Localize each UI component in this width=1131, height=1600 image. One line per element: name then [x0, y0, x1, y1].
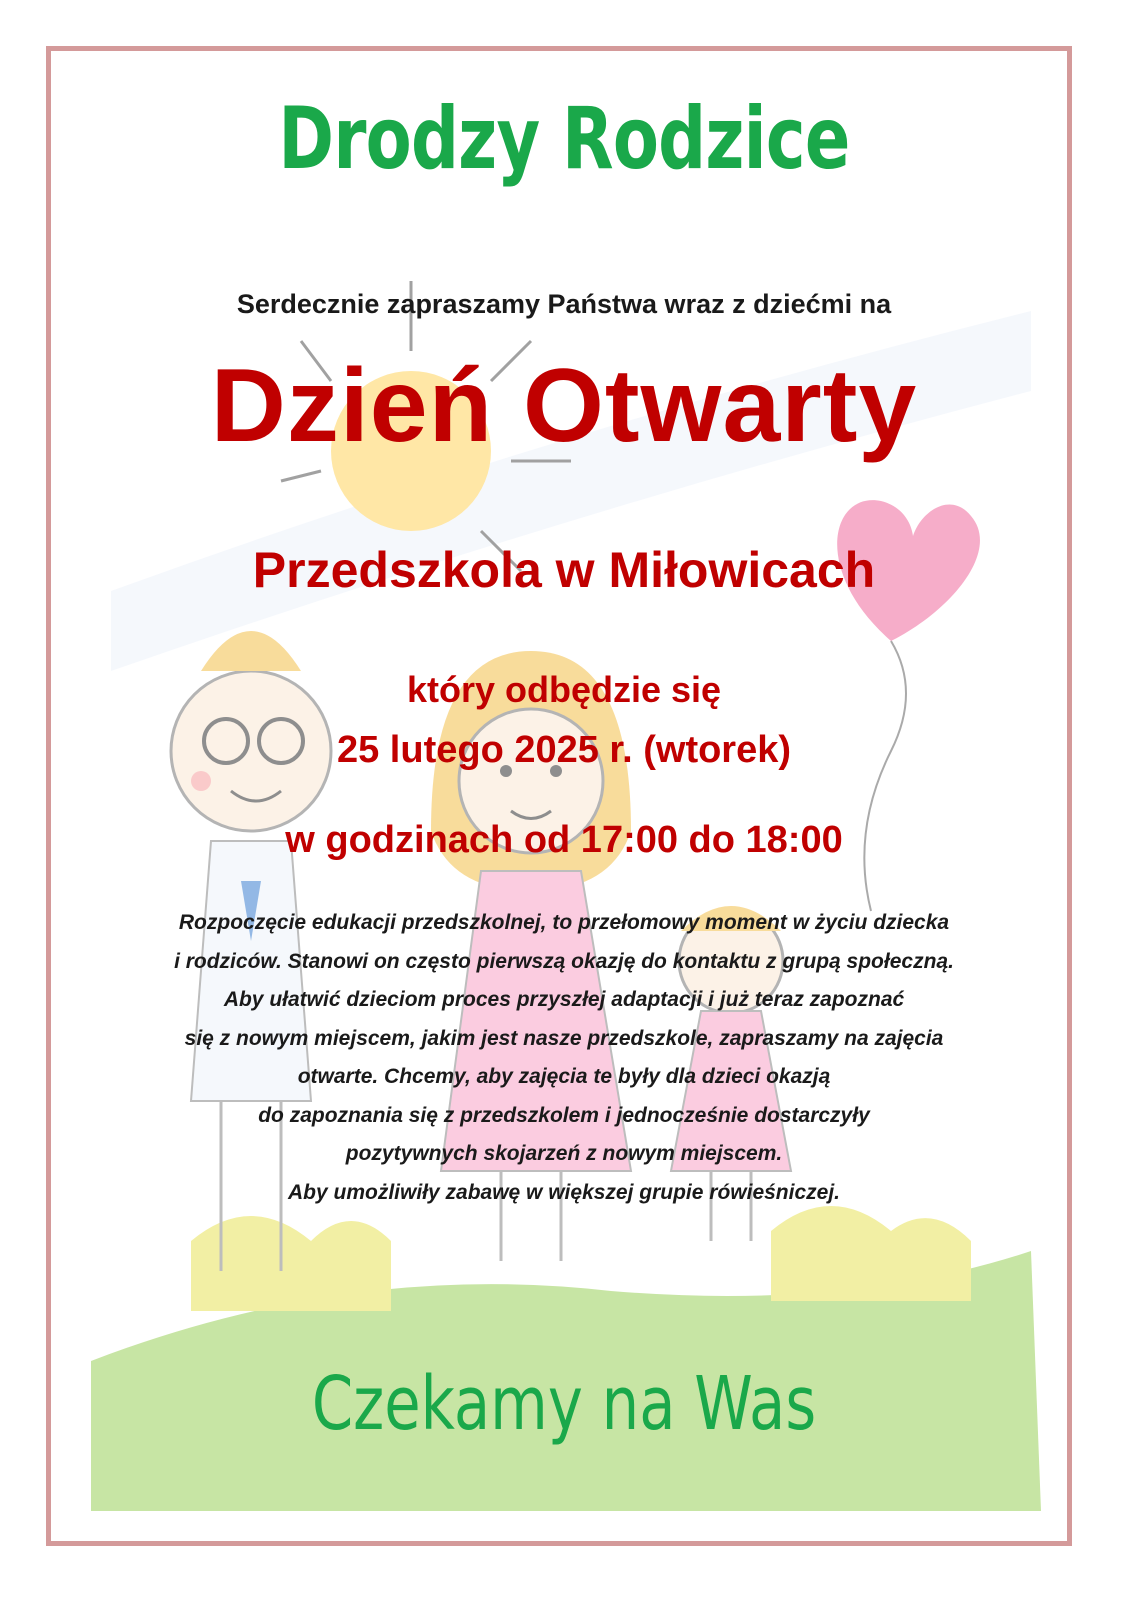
closing-text: Czekamy na Was — [311, 1361, 817, 1447]
poster-frame — [46, 46, 1072, 1546]
event-date: 25 lutego 2025 r. (wtorek) — [336, 729, 792, 771]
description-line: otwarte. Chcemy, aby zajęcia te były dla dzieci okazją — [297, 1065, 831, 1088]
description-line: Aby ułatwić dzieciom proces przyszłej adaptacji i już teraz zapoznać — [223, 988, 905, 1011]
description-line: Aby umożliwiły zabawę w większej grupie rówieśniczej. — [288, 1180, 840, 1204]
invitation-text: Serdecznie zapraszamy Państwa wraz z dziećmi na — [236, 289, 892, 319]
description-paragraph — [51, 904, 1072, 1212]
event-hours: w godzinach od 17:00 do 18:00 — [285, 819, 843, 861]
date-intro-text: który odbędzie się — [406, 669, 722, 710]
grass-hill-icon — [91, 1206, 1041, 1511]
greeting-heading: Drodzy Rodzice — [278, 89, 850, 189]
description-line: się z nowym miejscem, jakim jest nasze przedszkole, zapraszamy na zajęcia — [184, 1026, 944, 1050]
description-line: Rozpoczęcie edukacji przedszkolnej, to przełomowy moment w życiu dziecka — [178, 911, 950, 934]
background-illustration — [51, 51, 1072, 1546]
school-name: Przedszkola w Miłowicach — [252, 542, 876, 598]
description-line: do zapoznania się z przedszkolem i jednocześnie dostarczyły — [258, 1103, 870, 1127]
description-line: pozytywnych skojarzeń z nowym miejscem. — [345, 1142, 783, 1165]
description-line: i rodziców. Stanowi on często pierwszą okazję do kontaktu z grupą społeczną. — [174, 949, 954, 973]
event-title: Dzień Otwarty — [210, 348, 918, 464]
